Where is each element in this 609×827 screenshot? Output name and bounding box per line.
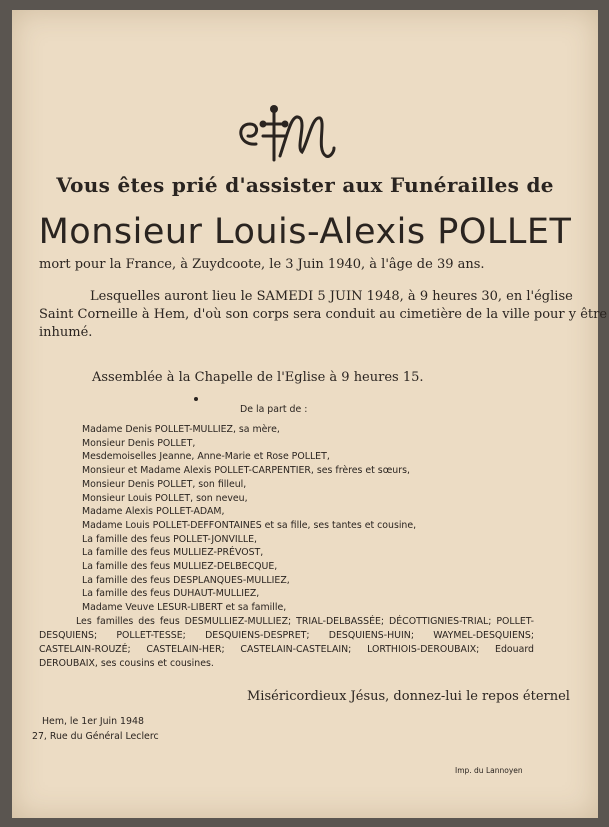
de-la-part-label: De la part de : bbox=[240, 404, 308, 415]
prayer-line: Miséricordieux Jésus, donnez-lui le repos éternel bbox=[247, 689, 570, 704]
family-line: Mesdemoiselles Jeanne, Anne-Marie et Rose POLLET, bbox=[82, 451, 330, 462]
families-line-1: Les familles des feus DESMULLIEZ-MULLIEZ; TRIAL-DELBASSÉE; DÉCOTTIGNIES-TRIAL; POLLET- bbox=[76, 616, 534, 627]
ceremony-line-2: Saint Corneille à Hem, d'où son corps sera conduit au cimetière de la ville pour y être bbox=[39, 307, 608, 322]
family-line: Monsieur et Madame Alexis POLLET-CARPENTIER, ses frères et sœurs, bbox=[82, 465, 410, 476]
families-line-4: DEROUBAIX, ses cousins et cousines. bbox=[39, 658, 214, 669]
printer-credit: Imp. du Lannoyen bbox=[455, 766, 523, 775]
invitation-headline: Vous êtes prié d'assister aux Funérailles de bbox=[56, 173, 554, 197]
family-line: La famille des feus MULLIEZ-DELBECQUE, bbox=[82, 561, 278, 572]
place-date: Hem, le 1er Juin 1948 bbox=[42, 716, 144, 727]
family-line: La famille des feus DUHAUT-MULLIEZ, bbox=[82, 588, 260, 599]
deceased-name: Monsieur Louis-Alexis POLLET bbox=[38, 212, 572, 252]
families-line-3: CASTELAIN-ROUZÉ; CASTELAIN-HER; CASTELAIN-CASTELAIN; LORTHIOIS-DEROUBAIX; Edouard bbox=[39, 644, 534, 655]
family-line: Madame Alexis POLLET-ADAM, bbox=[82, 506, 225, 517]
assembly-line: Assemblée à la Chapelle de l'Eglise à 9 heures 15. bbox=[92, 370, 424, 385]
family-line: Madame Denis POLLET-MULLIEZ, sa mère, bbox=[82, 424, 280, 435]
family-line: Monsieur Denis POLLET, bbox=[82, 438, 196, 449]
address: 27, Rue du Général Leclerc bbox=[32, 731, 159, 742]
family-line: Monsieur Louis POLLET, son neveu, bbox=[82, 493, 248, 504]
family-line: La famille des feus MULLIEZ-PRÉVOST, bbox=[82, 547, 264, 558]
death-line: mort pour la France, à Zuydcoote, le 3 Juin 1940, à l'âge de 39 ans. bbox=[39, 257, 485, 272]
family-line: Madame Louis POLLET-DEFFONTAINES et sa fille, ses tantes et cousine, bbox=[82, 520, 417, 531]
funeral-notice bbox=[12, 10, 608, 818]
cross-monogram-icon bbox=[230, 102, 340, 170]
family-line: La famille des feus DESPLANQUES-MULLIEZ, bbox=[82, 575, 290, 586]
families-line-2: DESQUIENS; POLLET-TESSE; DESQUIENS-DESPRET; DESQUIENS-HUIN; WAYMEL-DESQUIENS; bbox=[39, 630, 534, 641]
family-line: La famille des feus POLLET-JONVILLE, bbox=[82, 534, 258, 545]
ceremony-line-1: Lesquelles auront lieu le SAMEDI 5 JUIN 1948, à 9 heures 30, en l'église bbox=[90, 289, 573, 304]
ceremony-line-3: inhumé. bbox=[39, 325, 93, 340]
family-line: Madame Veuve LESUR-LIBERT et sa famille, bbox=[82, 602, 287, 613]
family-line: Monsieur Denis POLLET, son filleul, bbox=[82, 479, 247, 490]
paper-fold-mark bbox=[194, 397, 198, 401]
